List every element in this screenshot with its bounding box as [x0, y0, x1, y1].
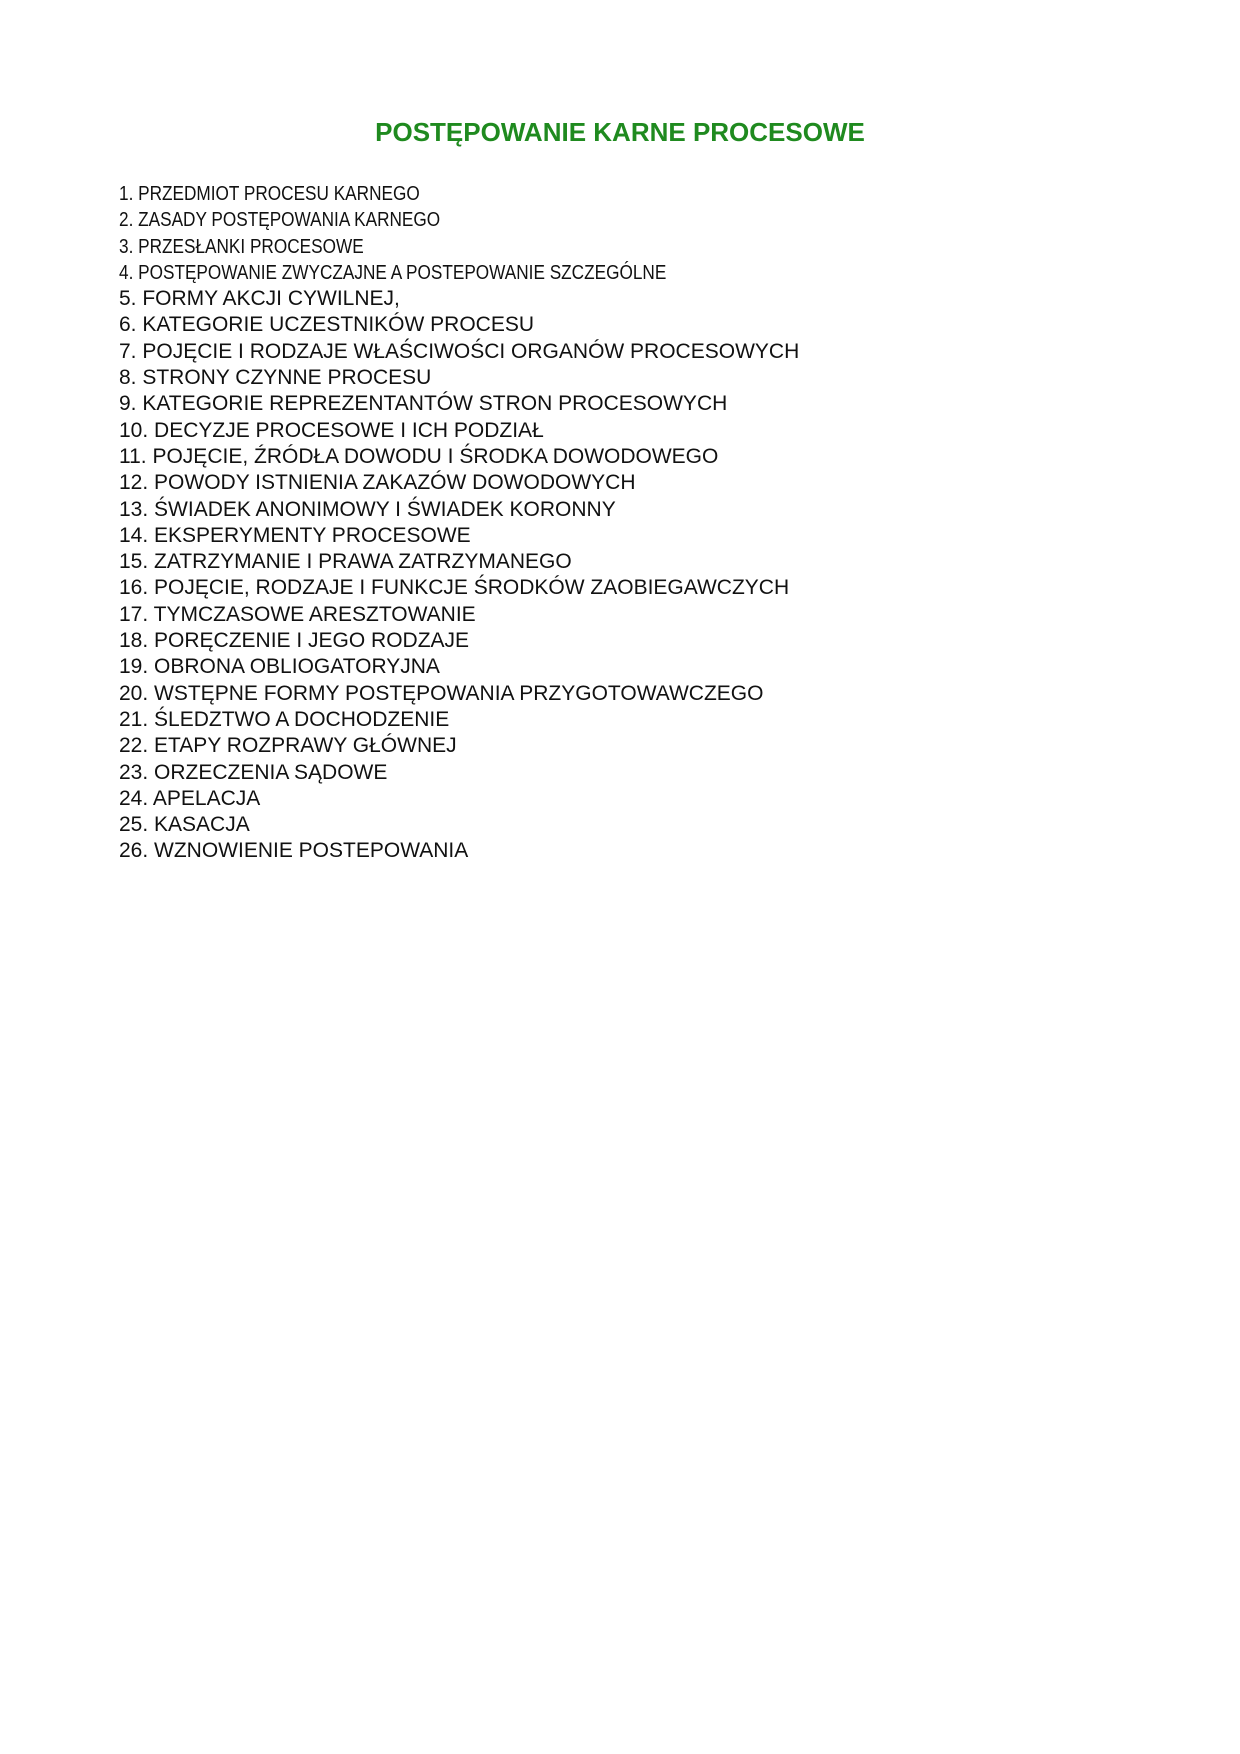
list-item: 22. ETAPY ROZPRAWY GŁÓWNEJ — [119, 734, 457, 758]
document-title: POSTĘPOWANIE KARNE PROCESOWE — [375, 117, 865, 147]
list-item: 11. POJĘCIE, ŹRÓDŁA DOWODU I ŚRODKA DOWODOWEGO — [119, 444, 719, 468]
list-item: 15. ZATRZYMANIE I PRAWA ZATRZYMANEGO — [119, 550, 572, 574]
list-item: 26. WZNOWIENIE POSTEPOWANIA — [119, 839, 469, 863]
list-item: 25. KASACJA — [119, 813, 250, 837]
list-item: 5. FORMY AKCJI CYWILNEJ, — [119, 287, 400, 311]
list-item: 19. OBRONA OBLIOGATORYJNA — [119, 655, 440, 679]
list-item: 21. ŚLEDZTWO A DOCHODZENIE — [119, 707, 450, 731]
list-item: 17. TYMCZASOWE ARESZTOWANIE — [119, 602, 476, 626]
list-item: 14. EKSPERYMENTY PROCESOWE — [119, 523, 471, 547]
list-item: 9. KATEGORIE REPREZENTANTÓW STRON PROCESOWYCH — [119, 392, 728, 416]
list-item: 18. PORĘCZENIE I JEGO RODZAJE — [119, 629, 470, 653]
list-item: 3. PRZESŁANKI PROCESOWE — [119, 235, 364, 258]
list-item: 24. APELACJA — [119, 786, 261, 810]
list-item: 16. POJĘCIE, RODZAJE I FUNKCJE ŚRODKÓW ZAOBIEGAWCZYCH — [119, 576, 790, 600]
list-item: 7. POJĘCIE I RODZAJE WŁAŚCIWOŚCI ORGANÓW PROCESOWYCH — [119, 339, 800, 363]
list-item: 20. WSTĘPNE FORMY POSTĘPOWANIA PRZYGOTOWAWCZEGO — [119, 681, 764, 705]
topic-list — [119, 181, 799, 865]
list-item: 4. POSTĘPOWANIE ZWYCZAJNE A POSTEPOWANIE SZCZEGÓLNE — [119, 261, 667, 284]
list-item: 13. ŚWIADEK ANONIMOWY I ŚWIADEK KORONNY — [119, 497, 616, 521]
list-item: 6. KATEGORIE UCZESTNIKÓW PROCESU — [119, 313, 534, 337]
list-item: 8. STRONY CZYNNE PROCESU — [119, 366, 432, 390]
list-item: 10. DECYZJE PROCESOWE I ICH PODZIAŁ — [119, 418, 544, 442]
list-item: 2. ZASADY POSTĘPOWANIA KARNEGO — [119, 209, 441, 232]
list-item: 23. ORZECZENIA SĄDOWE — [119, 760, 388, 784]
list-item: 12. POWODY ISTNIENIA ZAKAZÓW DOWODOWYCH — [119, 471, 636, 495]
list-item: 1. PRZEDMIOT PROCESU KARNEGO — [119, 183, 420, 205]
